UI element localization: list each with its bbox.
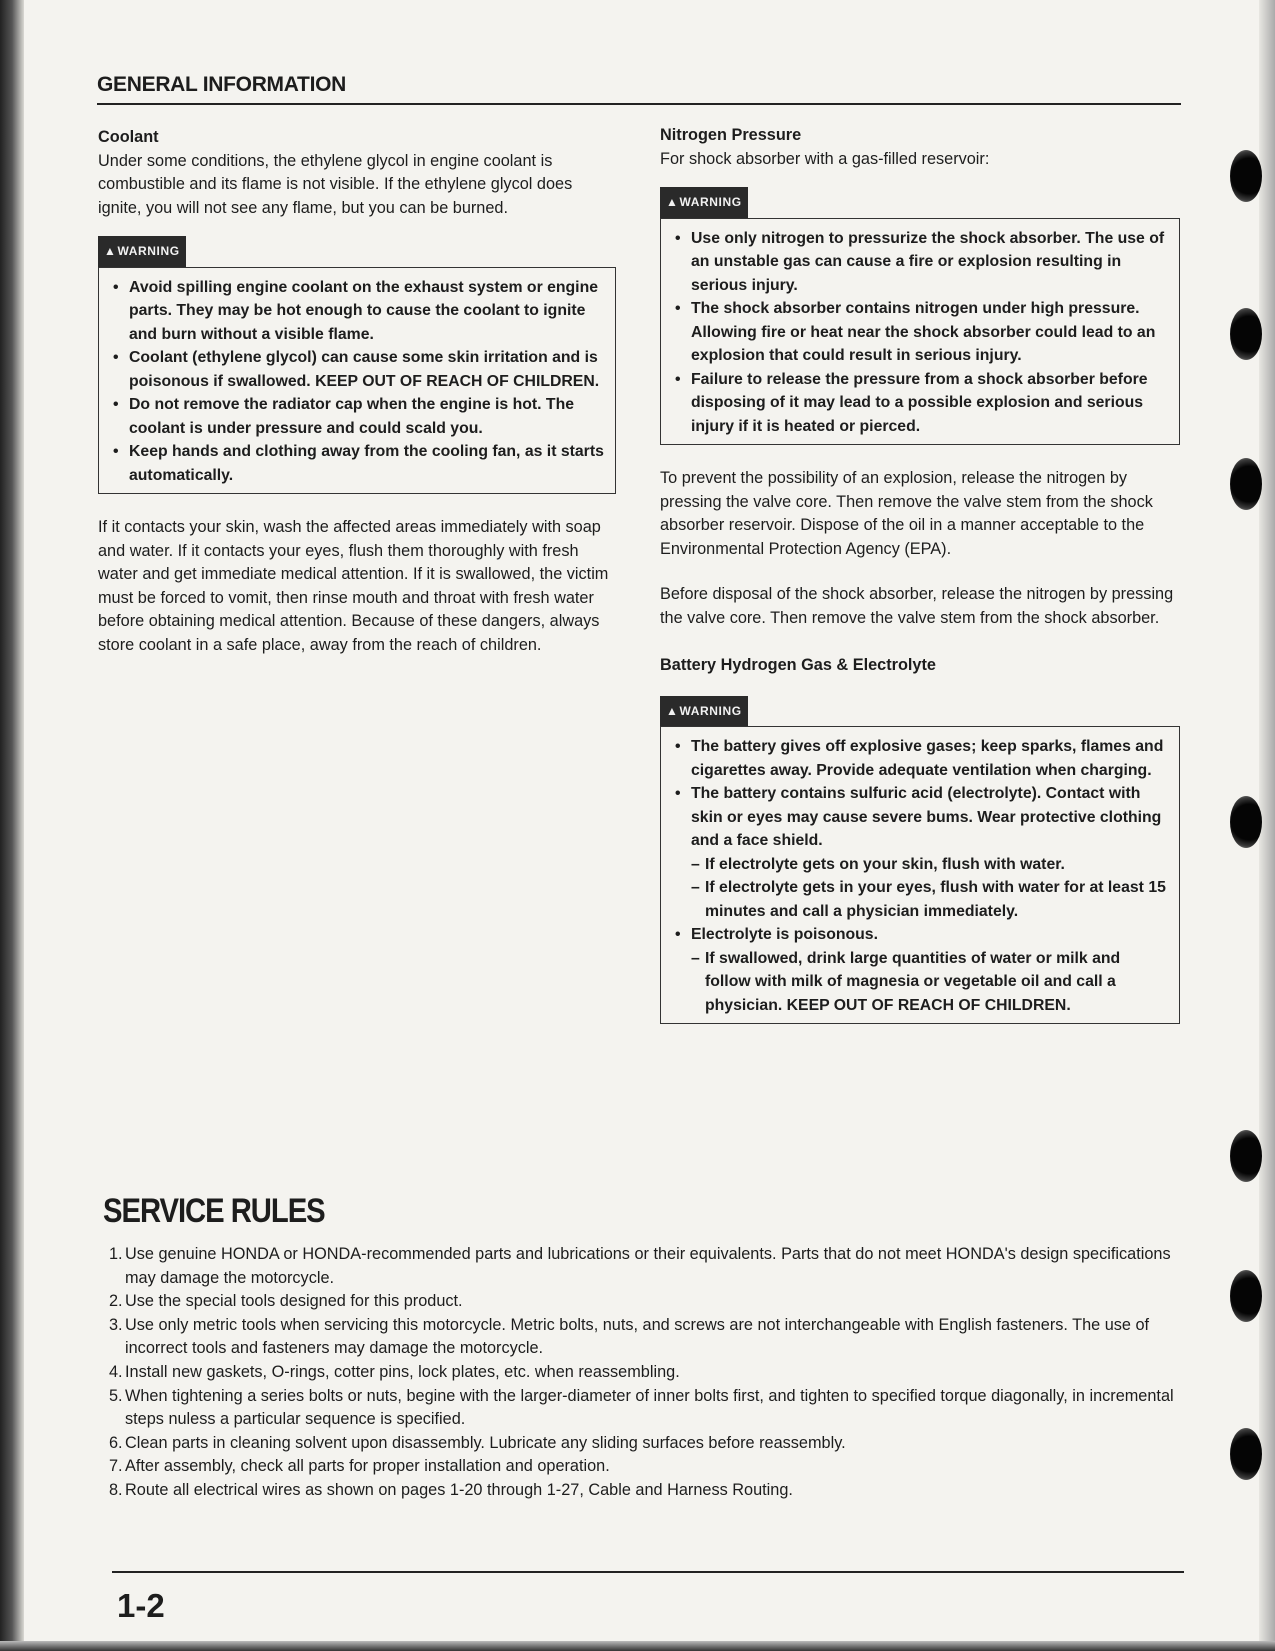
nitrogen-intro: For shock absorber with a gas-filled reservoir: — [660, 149, 990, 168]
nitrogen-warning-label: ▲WARNING — [660, 187, 748, 218]
battery-warning-subitem: – If electrolyte gets on your skin, flush with water. — [691, 853, 1169, 877]
nitrogen-warning-item: • Failure to release the pressure from a shock absorber before disposing of it may lead to a possible explosion and serious injury if it is heated or pierced. — [671, 368, 1169, 439]
coolant-warning-item: • Coolant (ethylene glycol) can cause some skin irritation and is poisonous if swallowed. KEEP OUT OF REACH OF CHILDREN. — [109, 346, 605, 393]
service-rule: 8. Route all electrical wires as shown on pages 1-20 through 1-27, Cable and Harness Routing. — [109, 1480, 793, 1499]
service-rule: 2. Use the special tools designed for this product. — [109, 1292, 463, 1311]
service-rule: 3. Use only metric tools when servicing this motorcycle. Metric bolts, nuts, and screws are not interchangeable with English fasteners. The use of incorrect tools and fasteners may damage the motorcycle. — [109, 1315, 1150, 1358]
coolant-first-aid: If it contacts your skin, wash the affected areas immediately with soap and water. If it contacts your eyes, flush them thoroughly with fresh water and get immediate medical attention. If it is swallowed, the victim must be forced to vomit, then rinse mouth and throat with fresh water before obtaining medical attention. Because of these dangers, always store coolant in a safe place, away from the reach of children. — [98, 518, 609, 654]
service-rule: 1. Use genuine HONDA or HONDA-recommended parts and lubrications or their equivalents. Parts that do not meet HONDA's design specifications may damage the motorcycle. — [109, 1245, 1171, 1287]
coolant-intro: Under some conditions, the ethylene glycol in engine coolant is combustible and its flame is not visible. If the ethylene glycol does ignite, you will not see any flame, but you can be burned. — [98, 151, 573, 217]
binder-hole — [1230, 796, 1262, 848]
coolant-warning-item: • Avoid spilling engine coolant on the exhaust system or engine parts. They may be hot enough to cause the coolant to ignite and burn without a visible flame. — [109, 276, 605, 347]
nitrogen-heading: Nitrogen Pressure — [660, 126, 802, 144]
page-title: GENERAL INFORMATION — [97, 73, 347, 96]
scan-edge-left — [0, 0, 24, 1651]
coolant-heading: Coolant — [98, 128, 159, 146]
battery-warning-item: • The battery gives off explosive gases; keep sparks, flames and cigarettes away. Provide adequate ventilation when charging. — [671, 735, 1169, 782]
coolant-warning-label: ▲WARNING — [98, 236, 186, 267]
nitrogen-warning-box — [660, 218, 1180, 446]
binder-hole — [1230, 1130, 1262, 1182]
service-rules-list — [103, 1243, 1183, 1503]
nitrogen-warning-item: • Use only nitrogen to pressurize the shock absorber. The use of an unstable gas can cause a fire or explosion resulting in serious injury. — [671, 227, 1169, 298]
scan-edge-bottom — [0, 1641, 1275, 1651]
binder-hole — [1230, 458, 1262, 510]
battery-warning-box — [660, 726, 1180, 1024]
right-column — [660, 124, 1180, 1024]
battery-warning-subitem: – If electrolyte gets in your eyes, flush with water for at least 15 minutes and call a physician immediately. — [691, 876, 1169, 923]
battery-warning-item — [671, 923, 1169, 1017]
warning-triangle-icon: ▲ — [104, 244, 117, 258]
coolant-warning-item: • Keep hands and clothing away from the cooling fan, as it starts automatically. — [109, 440, 605, 487]
coolant-warning-box — [98, 267, 616, 495]
page-number: 1-2 — [117, 1587, 165, 1624]
service-rule: 7. After assembly, check all parts for proper installation and operation. — [109, 1457, 610, 1476]
service-rules-title: SERVICE RULES — [103, 1192, 325, 1230]
service-rules-section — [103, 1192, 1183, 1503]
nitrogen-warning-item: • The shock absorber contains nitrogen under high pressure. Allowing fire or heat near the shock absorber could lead to an explosion that could result in serious injury. — [671, 297, 1169, 368]
nitrogen-disposal-procedure: Before disposal of the shock absorber, release the nitrogen by pressing the valve core. Then remove the valve stem from the shock absorber. — [660, 585, 1174, 627]
battery-warning-item — [671, 782, 1169, 923]
left-column — [98, 126, 616, 657]
service-rule: 4. Install new gaskets, O-rings, cotter pins, lock plates, etc. when reassembling. — [109, 1362, 680, 1381]
binder-hole — [1230, 150, 1262, 202]
binder-hole — [1230, 1270, 1262, 1322]
page-header — [97, 73, 1181, 105]
battery-heading: Battery Hydrogen Gas & Electrolyte — [660, 656, 936, 674]
battery-warning-label: ▲WARNING — [660, 696, 748, 727]
nitrogen-release-procedure: To prevent the possibility of an explosion, release the nitrogen by pressing the valve core. Then remove the valve stem from the shock absorber reservoir. Dispose of the oil in a manner acceptable to the Environmental Protection Agency (EPA). — [660, 469, 1153, 558]
battery-warning-text: The battery contains sulfuric acid (electrolyte). Contact with skin or eyes may cause severe bums. Wear protective clothing and a face shield. — [691, 785, 1162, 849]
warning-triangle-icon: ▲ — [666, 703, 679, 718]
coolant-warning-item: • Do not remove the radiator cap when the engine is hot. The coolant is under pressure and could scald you. — [109, 393, 605, 440]
service-rule: 6. Clean parts in cleaning solvent upon disassembly. Lubricate any sliding surfaces before reassembly. — [109, 1433, 846, 1452]
battery-warning-subitem: – If swallowed, drink large quantities of water or milk and follow with milk of magnesia or vegetable oil and call a physician. KEEP OUT OF REACH OF CHILDREN. — [691, 947, 1169, 1018]
warning-triangle-icon: ▲ — [666, 195, 679, 209]
binder-hole — [1230, 308, 1262, 360]
service-rule: 5. When tightening a series bolts or nuts, begine with the larger-diameter of inner bolts first, and tighten to specified torque diagonally, in incremental steps nuless a particular sequence is specified. — [109, 1386, 1174, 1429]
footer-divider — [112, 1571, 1184, 1573]
binder-hole — [1230, 1428, 1262, 1480]
battery-warning-text: Electrolyte is poisonous. — [691, 926, 878, 943]
